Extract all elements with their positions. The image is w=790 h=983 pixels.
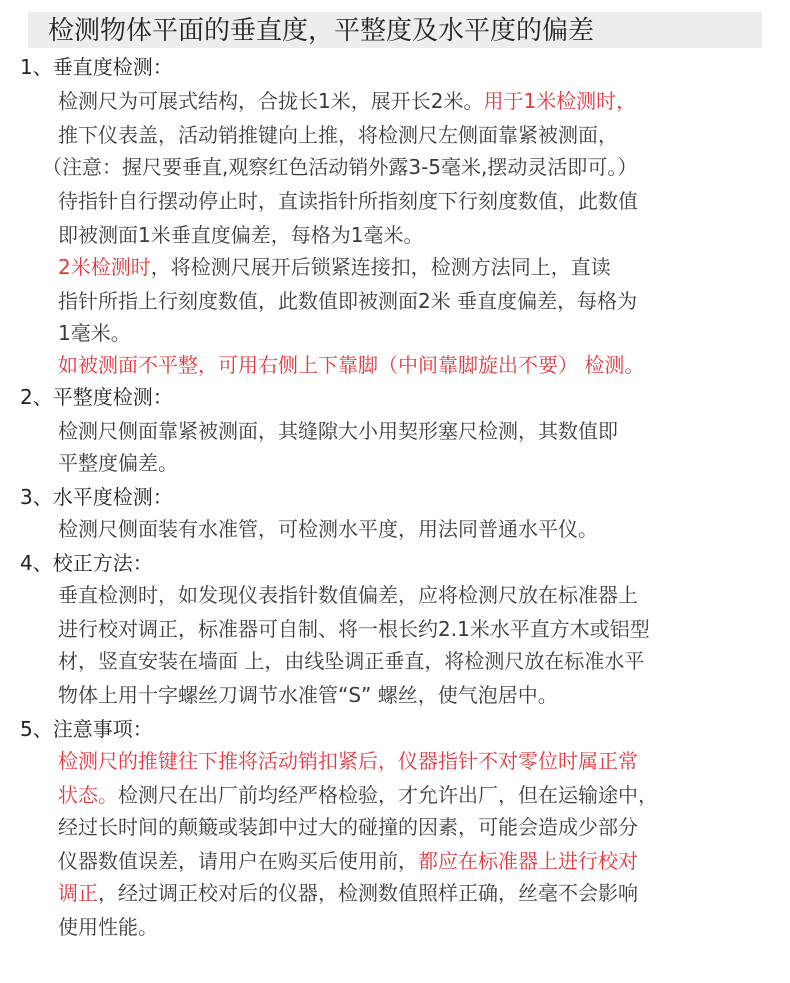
- paragraph-line: [58, 514, 598, 544]
- paragraph-line: [58, 286, 637, 316]
- paragraph-line: [58, 448, 178, 478]
- text-segment: 经过长时间的颠簸或装卸中过大的碰撞的因素，可能会造成少部分: [58, 815, 638, 839]
- paragraph-line: [58, 878, 638, 908]
- highlighted-text: 都应在标准器上进行校对: [418, 849, 638, 873]
- highlighted-text: 如被测面不平整，可用右侧上下靠脚（中间靠脚旋出不要） 检测。: [58, 353, 645, 377]
- text-segment: 指针所指上行刻度数值，此数值即被测面2米 垂直度偏差，每格为: [58, 289, 638, 313]
- text-segment: 待指针自行摆动停止时，直读指针所指刻度下行刻度数值，此数值: [58, 189, 638, 213]
- text-segment: 物体上用十字螺丝刀调节水准管“S” 螺丝，使气泡居中。: [58, 683, 558, 707]
- text-segment: 1毫米。: [58, 321, 131, 345]
- highlighted-text: 调正: [58, 881, 98, 905]
- text-segment: （注意：握尺要垂直,观察红色活动销外露3-5毫米,摆动灵活即可。）: [42, 155, 638, 179]
- text-segment: 检测尺为可展式结构，合拢长1米，展开长2米。: [58, 89, 484, 113]
- paragraph-line: [58, 846, 638, 876]
- paragraph-line: [58, 680, 558, 710]
- paragraph-line: [58, 912, 158, 942]
- section-heading: 2、平整度检测：: [20, 385, 173, 409]
- page-title: 检测物体平面的垂直度，平整度及水平度的偏差: [48, 16, 595, 46]
- text-segment: 检测尺侧面靠紧被测面，其缝隙大小用契形塞尺检测，其数值即: [58, 419, 618, 443]
- paragraph-line: [58, 318, 131, 348]
- paragraph-line: [58, 812, 638, 842]
- text-segment: 平整度偏差。: [58, 451, 178, 475]
- text-segment: 材，竖直安装在墙面 上，由线坠调正垂直，将检测尺放在标准水平: [58, 649, 645, 673]
- paragraph-line: [42, 152, 637, 182]
- text-segment: ，经过调正校对后的仪器，检测数值照样正确，丝毫不会影响: [98, 881, 638, 905]
- text-segment: 仪器数值误差，请用户在购买后使用前，: [58, 849, 418, 873]
- text-segment: 垂直检测时，如发现仪表指针数值偏差，应将检测尺放在标准器上: [58, 583, 638, 607]
- paragraph-line: [58, 186, 638, 216]
- text-segment: 使用性能。: [58, 915, 158, 939]
- paragraph-line: [58, 350, 644, 380]
- text-segment: 进行校对调正，标准器可自制、将一根长约2.1米水平直方木或铝型: [58, 617, 650, 641]
- text-segment: 检测尺侧面装有水准管，可检测水平度，用法同普通水平仪。: [58, 517, 598, 541]
- paragraph-line: [58, 120, 618, 150]
- section-heading: 4、校正方法：: [20, 551, 153, 575]
- text-segment: ，将检测尺展开后锁紧连接扣，检测方法同上，直读: [150, 255, 611, 279]
- text-segment: 检测尺在出厂前均经严格检验，才允许出厂，但在运输途中，: [118, 783, 658, 807]
- highlighted-text: 状态。: [58, 783, 118, 807]
- paragraph-line: [58, 746, 638, 776]
- highlighted-text: 用于1米检测时，: [483, 89, 637, 113]
- paragraph-line: [58, 646, 644, 676]
- section-heading: 1、垂直度检测：: [20, 55, 173, 79]
- paragraph-line: [58, 580, 638, 610]
- section-heading: 3、水平度检测：: [20, 485, 173, 509]
- paragraph-line: [58, 86, 636, 116]
- section-heading: 5、注意事项：: [20, 717, 153, 741]
- paragraph-line: [58, 416, 618, 446]
- paragraph-line: [58, 614, 650, 644]
- highlighted-text: 检测尺的推键往下推将活动销扣紧后，仪器指针不对零位时属正常: [58, 749, 638, 773]
- paragraph-line: [58, 252, 611, 282]
- paragraph-line: [58, 780, 658, 810]
- highlighted-text: 2米检测时: [58, 255, 151, 279]
- paragraph-line: [58, 220, 423, 250]
- text-segment: 推下仪表盖，活动销推键向上推，将检测尺左侧面靠紧被测面，: [58, 123, 618, 147]
- text-segment: 即被测面1米垂直度偏差，每格为1毫米。: [58, 223, 424, 247]
